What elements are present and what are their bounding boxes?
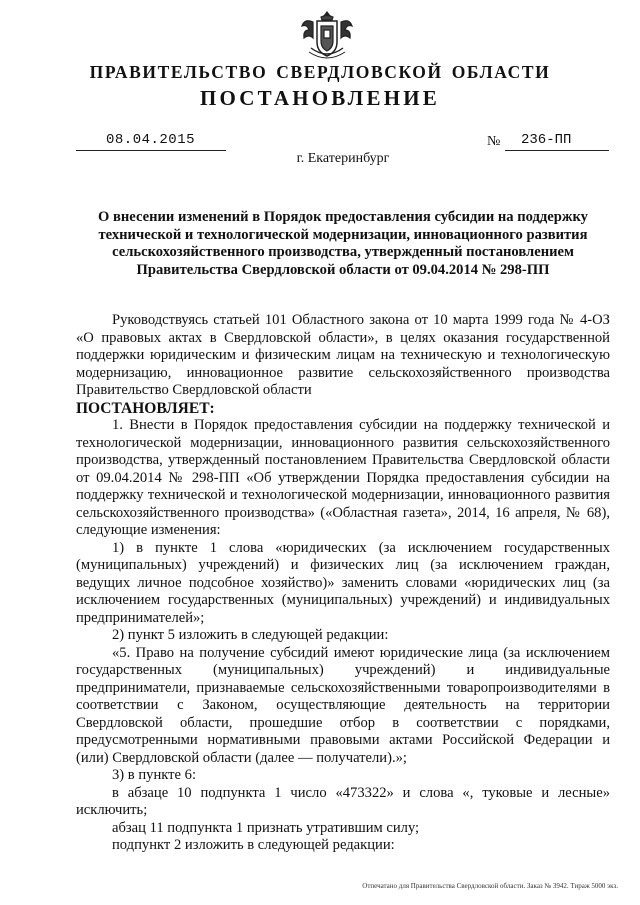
body-paragraph: в абзаце 10 подпункта 1 число «473322» и слова «, туковые и лесные» исключить;: [76, 784, 610, 818]
body-paragraph: 1. Внести в Порядок предоставления субсидии на поддержку технической и технологической модернизации, инновационного развития сельскохозяйственного производства, утвержденный постановлением Правительства Свердловской области от 09.04.2014 № 298-ПП «Об утверждении Порядка предоставления субсидии на поддержку технической и технологической модернизации, инновационного развития сельскохозяйственного производства» («Областная газета», 2014, 16 апреля, № 68), следующие изменения:: [76, 417, 610, 538]
document-type: ПОСТАНОВЛЕНИЕ: [199, 86, 441, 110]
government-name: ПРАВИТЕЛЬСТВО СВЕРДЛОВСКОЙ ОБЛАСТИ: [89, 62, 551, 82]
number-sign: №: [487, 134, 501, 149]
city-name: г. Екатеринбург: [296, 151, 390, 166]
document-date: 08.04.2015: [106, 132, 196, 148]
coat-of-arms-icon: [299, 8, 355, 60]
preamble-paragraph: Руководствуясь статьей 101 Областного закона от 10 марта 1999 года № 4-ОЗ «О правовых актах в Свердловской области», в целях оказания государственной поддержки юридическим и физическим лицам на техническую и технологическую модернизацию, инновационное развитие сельскохозяйственного производства Правительство Свердловской области: [76, 312, 610, 398]
body-paragraph: 2) пункт 5 изложить в следующей редакции:: [112, 627, 389, 643]
print-footer: Отпечатано для Правительства Свердловской области. Заказ № 3942. Тираж 5000 экз.: [362, 882, 618, 890]
body-paragraph: 1) в пункте 1 слова «юридических (за исключением государственных (муниципальных) учреждений) и физических лиц (за исключением граждан, ведущих личное подсобное хозяйство)» заменить словами «юридических лиц (за исключением государственных (муниципальных) учреждений) и индивидуальных предпринимателей»;: [76, 539, 610, 626]
body-paragraph: «5. Право на получение субсидий имеют юридические лица (за исключением государственных (муниципальных) учреждений) и индивидуальные предприниматели, признаваемые сельскохозяйственными товаропроизводителями в соответствии с Законом, осуществляющие деятельность на территории Свердловской области, прошедшие отбор в соответствии с порядками, предусмотренными нормативными правовыми актами Российской Федерации и (или) Свердловской области (далее — получатели).»;: [76, 644, 610, 766]
document-title: О внесении изменений в Порядок предоставления субсидии на поддержку технической и технологической модернизации, инновационного развития сельскохозяйственного производства, утвержденный постановлением Правительства Свердловской области от 09.04.2014 № 298-ПП: [98, 209, 588, 278]
document-body: [76, 312, 610, 855]
body-paragraph: абзац 11 подпункта 1 признать утратившим силу;: [112, 819, 420, 836]
body-paragraph: подпункт 2 изложить в следующей редакции:: [112, 837, 395, 853]
document-number: 236-ПП: [521, 132, 572, 148]
decree-word: ПОСТАНОВЛЯЕТ:: [76, 399, 215, 417]
body-paragraph: 3) в пункте 6:: [112, 767, 197, 783]
